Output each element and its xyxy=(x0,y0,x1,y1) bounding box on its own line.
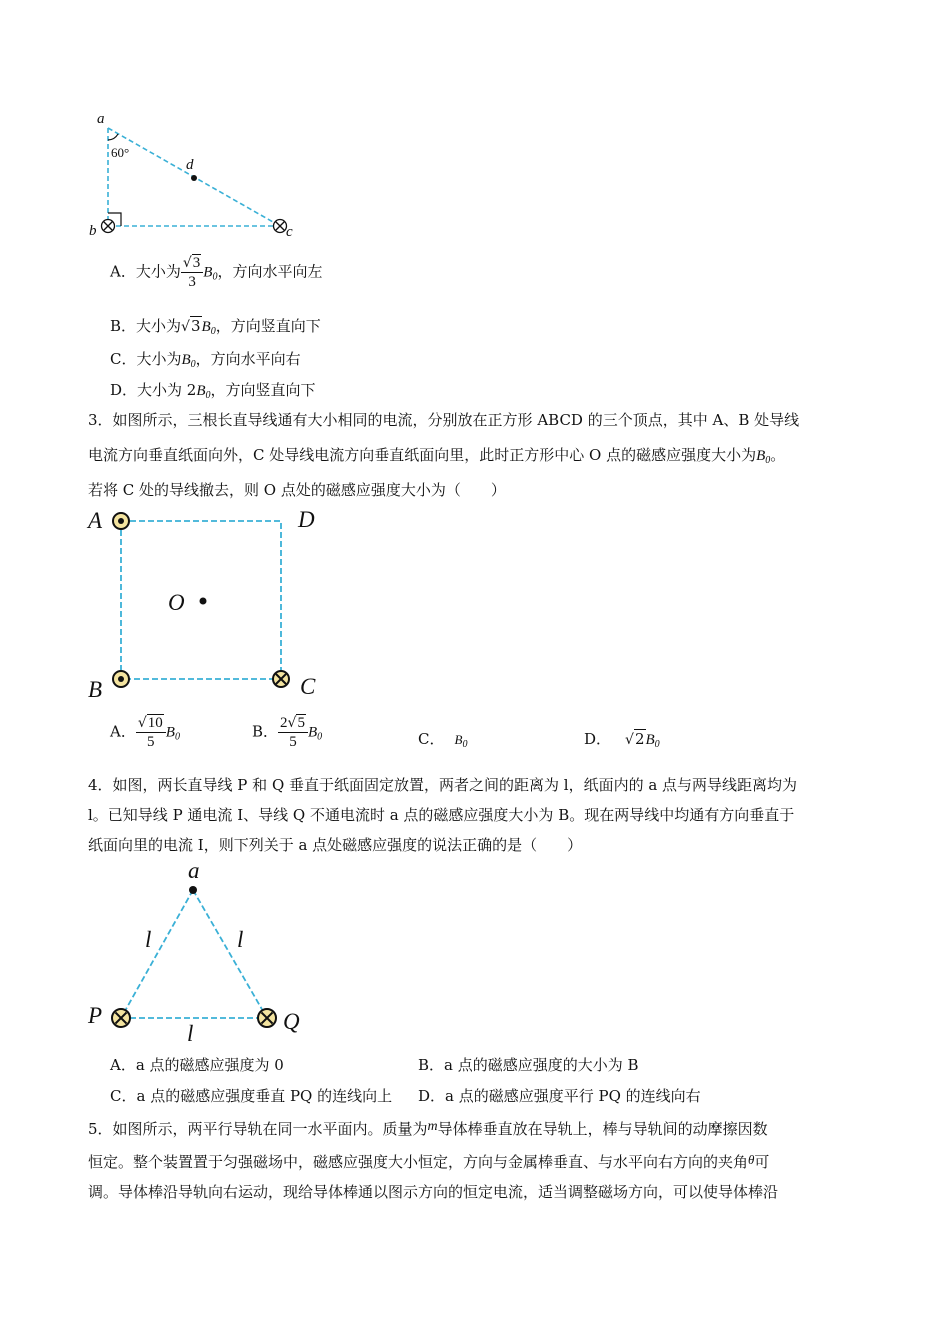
q4-option-a[interactable]: A．a 点的磁感应强度为 0 xyxy=(110,1056,284,1074)
label-Q: Q xyxy=(283,1009,300,1034)
q3-stem-line3: 若将 C 处的导线撤去，则 O 点处的磁感应强度大小为（ ） xyxy=(88,481,506,499)
q3-option-a[interactable]: A． $\frac{√10}{5}$ $B_0$ xyxy=(110,715,180,750)
label-a: a xyxy=(188,858,200,883)
wire-q-into-page-icon xyxy=(258,1009,276,1027)
q4-stem-line1: 4．如图，两长直导线 P 和 Q 垂直于纸面固定放置，两者之间的距离为 l，纸面内的 a 点与两导线距离均为 xyxy=(88,776,798,794)
q5-stem-line2: 恒定。整个装置置于匀强磁场中，磁感应强度大小恒定，方向与金属棒垂直、与水平向右方向的夹角θ可 xyxy=(88,1152,770,1171)
q3-option-c[interactable]: C． $B_0$ xyxy=(418,730,468,750)
label-b: b xyxy=(89,223,97,239)
q4-option-c[interactable]: C．a 点的磁感应强度垂直 PQ 的连线向上 xyxy=(110,1087,393,1105)
label-A: A xyxy=(88,508,103,533)
label-l-left: l xyxy=(145,927,152,952)
q4-option-d[interactable]: D．a 点的磁感应强度平行 PQ 的连线向右 xyxy=(418,1087,701,1105)
q4-option-b[interactable]: B．a 点的磁感应强度的大小为 B xyxy=(418,1056,639,1074)
label-a: a xyxy=(97,111,105,127)
q3-stem-line1: 3．如图所示，三根长直导线通有大小相同的电流，分别放在正方形 ABCD 的三个顶点，其中 A、B 处导线 xyxy=(88,411,800,429)
q3-option-b[interactable]: B． $\frac{2√5}{5}$ $B_0$ xyxy=(252,715,323,750)
angle-label: 60° xyxy=(111,145,130,160)
label-C: C xyxy=(300,674,316,699)
wire-p-into-page-icon xyxy=(112,1009,130,1027)
point-a xyxy=(189,886,197,894)
label-d: d xyxy=(186,157,194,173)
label-P: P xyxy=(88,1003,103,1028)
q2-option-c[interactable]: C．大小为$B_0$，方向水平向右 xyxy=(110,350,301,370)
q2-option-b[interactable]: B．大小为$√3B_0$，方向竖直向下 xyxy=(110,317,321,337)
q2-option-d[interactable]: D．大小为 $2B_0$，方向竖直向下 xyxy=(110,381,316,401)
label-O: O xyxy=(168,590,185,615)
label-D: D xyxy=(298,507,315,532)
label-l-right: l xyxy=(237,927,244,952)
label-B: B xyxy=(88,677,103,702)
q5-stem-line3: 调。导体棒沿导轨向右运动，现给导体棒通以图示方向的恒定电流，适当调整磁场方向，可以使导体棒沿 xyxy=(88,1183,779,1201)
q3-option-d[interactable]: D． $√2B_0$ xyxy=(584,730,660,750)
q4-stem-line3: 纸面向里的电流 I，则下列关于 a 点处磁感应强度的说法正确的是（ ） xyxy=(88,836,583,854)
q5-stem-line1: 5．如图所示，两平行导轨在同一水平面内。质量为m导体棒垂直放在导轨上，棒与导轨间的动摩擦因数 xyxy=(88,1119,768,1138)
label-c: c xyxy=(286,224,293,240)
q3-stem-line2: 电流方向垂直纸面向外，C 处导线电流方向垂直纸面向里，此时正方形中心 O 点的磁感应强度大小为$B_0$。 xyxy=(88,446,786,466)
q2-option-a[interactable]: A．大小为 $\frac{√3}{3}$ $B_0$，方向水平向左 xyxy=(110,255,323,290)
label-l-bottom: l xyxy=(187,1021,194,1046)
q4-stem-line2: l。已知导线 P 通电流 I、导线 Q 不通电流时 a 点的磁感应强度大小为 B。现在两导线中均通有方向垂直于 xyxy=(88,806,795,824)
